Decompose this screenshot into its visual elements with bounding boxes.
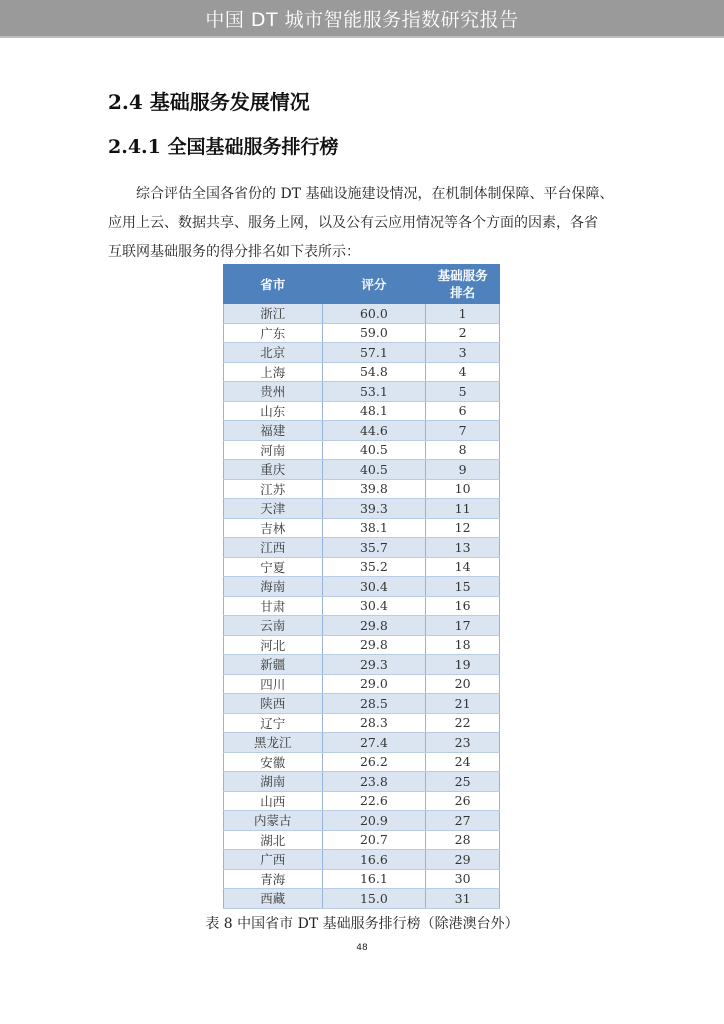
cell-province: 浙江 [224, 304, 323, 324]
column-header-rank-line2: 排名 [450, 285, 476, 300]
cell-province: 西藏 [224, 889, 323, 909]
cell-score: 35.2 [322, 557, 426, 577]
table-row [224, 343, 500, 363]
cell-rank: 13 [426, 538, 500, 558]
cell-score: 20.7 [322, 830, 426, 850]
cell-score: 26.2 [322, 752, 426, 772]
cell-score: 53.1 [322, 382, 426, 402]
table-row [224, 616, 500, 636]
cell-province: 青海 [224, 869, 323, 889]
cell-province: 四川 [224, 674, 323, 694]
cell-province: 宁夏 [224, 557, 323, 577]
table-row [224, 869, 500, 889]
column-header-province: 省市 [224, 265, 323, 304]
table-row [224, 557, 500, 577]
cell-rank: 2 [426, 323, 500, 343]
cell-score: 28.3 [322, 713, 426, 733]
cell-rank: 11 [426, 499, 500, 519]
cell-province: 云南 [224, 616, 323, 636]
table-row [224, 577, 500, 597]
cell-rank: 17 [426, 616, 500, 636]
cell-score: 30.4 [322, 577, 426, 597]
cell-score: 23.8 [322, 772, 426, 792]
report-title: 中国 DT 城市智能服务指数研究报告 [205, 8, 519, 31]
cell-score: 59.0 [322, 323, 426, 343]
cell-rank: 21 [426, 694, 500, 714]
cell-province: 河南 [224, 440, 323, 460]
table-row [224, 811, 500, 831]
cell-province: 黑龙江 [224, 733, 323, 753]
table-row [224, 674, 500, 694]
cell-score: 35.7 [322, 538, 426, 558]
cell-province: 新疆 [224, 655, 323, 675]
cell-rank: 14 [426, 557, 500, 577]
cell-province: 广东 [224, 323, 323, 343]
table-row [224, 694, 500, 714]
cell-score: 22.6 [322, 791, 426, 811]
cell-score: 60.0 [322, 304, 426, 324]
cell-rank: 20 [426, 674, 500, 694]
table-row [224, 655, 500, 675]
table-row [224, 538, 500, 558]
table-row [224, 733, 500, 753]
cell-score: 16.1 [322, 869, 426, 889]
cell-score: 40.5 [322, 460, 426, 480]
cell-rank: 12 [426, 518, 500, 538]
cell-province: 安徽 [224, 752, 323, 772]
cell-rank: 6 [426, 401, 500, 421]
cell-rank: 16 [426, 596, 500, 616]
intro-paragraph [108, 180, 623, 267]
cell-score: 54.8 [322, 362, 426, 382]
cell-rank: 31 [426, 889, 500, 909]
cell-score: 29.8 [322, 616, 426, 636]
cell-province: 广西 [224, 850, 323, 870]
cell-rank: 22 [426, 713, 500, 733]
cell-province: 山西 [224, 791, 323, 811]
cell-province: 江苏 [224, 479, 323, 499]
cell-score: 44.6 [322, 421, 426, 441]
cell-rank: 30 [426, 869, 500, 889]
cell-score: 29.8 [322, 635, 426, 655]
table-row [224, 791, 500, 811]
cell-rank: 28 [426, 830, 500, 850]
cell-province: 福建 [224, 421, 323, 441]
cell-score: 57.1 [322, 343, 426, 363]
table-row [224, 499, 500, 519]
cell-rank: 7 [426, 421, 500, 441]
cell-rank: 26 [426, 791, 500, 811]
cell-province: 北京 [224, 343, 323, 363]
table-header-row [224, 265, 500, 304]
cell-score: 39.8 [322, 479, 426, 499]
cell-score: 20.9 [322, 811, 426, 831]
table-row [224, 382, 500, 402]
cell-province: 辽宁 [224, 713, 323, 733]
cell-rank: 10 [426, 479, 500, 499]
page-number: 48 [356, 943, 368, 953]
cell-score: 30.4 [322, 596, 426, 616]
cell-score: 40.5 [322, 440, 426, 460]
cell-rank: 29 [426, 850, 500, 870]
cell-province: 陕西 [224, 694, 323, 714]
table-row [224, 713, 500, 733]
report-header-bar [0, 0, 724, 38]
table-row [224, 518, 500, 538]
cell-score: 16.6 [322, 850, 426, 870]
cell-rank: 27 [426, 811, 500, 831]
table-caption: 表 8 中国省市 DT 基础服务排行榜（除港澳台外） [205, 916, 519, 932]
cell-score: 38.1 [322, 518, 426, 538]
cell-rank: 1 [426, 304, 500, 324]
cell-score: 28.5 [322, 694, 426, 714]
cell-province: 湖北 [224, 830, 323, 850]
cell-province: 吉林 [224, 518, 323, 538]
paragraph-line: 应用上云、数据共享、服务上网，以及公有云应用情况等各个方面的因素，各省 [108, 215, 598, 231]
table-row [224, 323, 500, 343]
table-row [224, 889, 500, 909]
column-header-score: 评分 [322, 265, 426, 304]
column-header-rank [426, 265, 500, 304]
table-row [224, 850, 500, 870]
cell-rank: 5 [426, 382, 500, 402]
cell-score: 48.1 [322, 401, 426, 421]
paragraph-line: 互联网基础服务的得分排名如下表所示： [108, 244, 360, 260]
cell-rank: 8 [426, 440, 500, 460]
table-row [224, 752, 500, 772]
subsection-heading: 2.4.1 全国基础服务排行榜 [108, 136, 339, 158]
table-row [224, 304, 500, 324]
cell-province: 甘肃 [224, 596, 323, 616]
cell-province: 江西 [224, 538, 323, 558]
cell-rank: 19 [426, 655, 500, 675]
cell-rank: 3 [426, 343, 500, 363]
cell-score: 15.0 [322, 889, 426, 909]
cell-province: 重庆 [224, 460, 323, 480]
cell-province: 湖南 [224, 772, 323, 792]
cell-province: 河北 [224, 635, 323, 655]
table-row [224, 830, 500, 850]
table-row [224, 460, 500, 480]
table-row [224, 772, 500, 792]
cell-rank: 4 [426, 362, 500, 382]
cell-province: 海南 [224, 577, 323, 597]
table-row [224, 421, 500, 441]
table-row [224, 401, 500, 421]
ranking-table [223, 264, 500, 909]
cell-score: 29.3 [322, 655, 426, 675]
cell-province: 贵州 [224, 382, 323, 402]
cell-score: 39.3 [322, 499, 426, 519]
section-heading: 2.4 基础服务发展情况 [108, 90, 310, 114]
column-header-rank-line1: 基础服务 [437, 268, 488, 283]
cell-province: 山东 [224, 401, 323, 421]
cell-rank: 25 [426, 772, 500, 792]
table-row [224, 635, 500, 655]
paragraph-line: 综合评估全国各省份的 DT 基础设施建设情况，在机制体制保障、平台保障、 [136, 186, 614, 202]
cell-rank: 9 [426, 460, 500, 480]
table-row [224, 479, 500, 499]
cell-rank: 23 [426, 733, 500, 753]
cell-score: 27.4 [322, 733, 426, 753]
cell-province: 内蒙古 [224, 811, 323, 831]
cell-rank: 15 [426, 577, 500, 597]
cell-rank: 24 [426, 752, 500, 772]
cell-province: 天津 [224, 499, 323, 519]
cell-score: 29.0 [322, 674, 426, 694]
table-row [224, 440, 500, 460]
table-row [224, 596, 500, 616]
cell-province: 上海 [224, 362, 323, 382]
cell-rank: 18 [426, 635, 500, 655]
table-row [224, 362, 500, 382]
